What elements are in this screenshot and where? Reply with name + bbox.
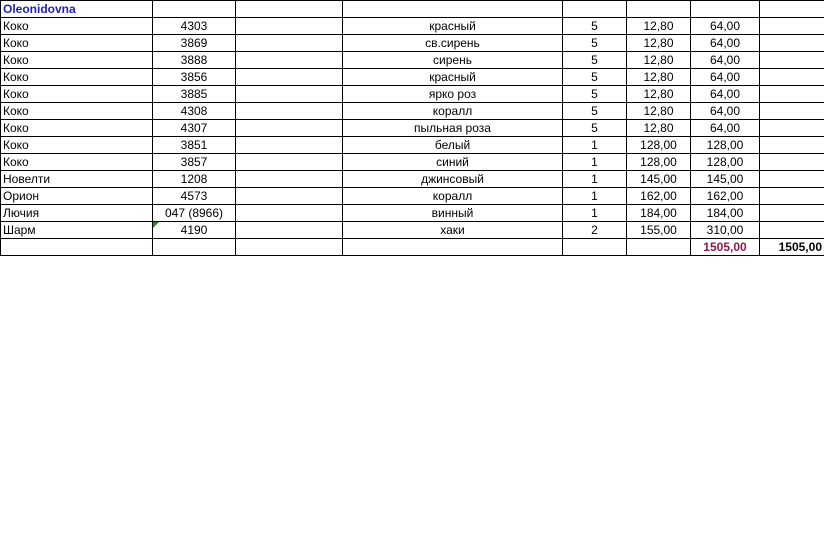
price-cell[interactable]: 12,80 — [627, 18, 691, 35]
color-cell[interactable]: коралл — [343, 103, 563, 120]
color-cell[interactable]: винный — [343, 205, 563, 222]
empty-cell[interactable] — [760, 69, 824, 86]
empty-cell[interactable] — [153, 1, 236, 18]
sum-total-cell[interactable]: 1505,00 — [691, 239, 760, 256]
table-row — [1, 35, 824, 52]
product-name-cell[interactable]: Коко — [1, 35, 153, 52]
sum-cell[interactable]: 128,00 — [691, 137, 760, 154]
empty-cell[interactable] — [236, 35, 343, 52]
table-row — [1, 222, 824, 239]
totals-row — [1, 239, 824, 256]
spreadsheet-table — [0, 0, 824, 256]
empty-cell[interactable] — [691, 1, 760, 18]
color-cell[interactable]: сирень — [343, 52, 563, 69]
empty-cell[interactable] — [760, 171, 824, 188]
article-code-cell[interactable]: 1208 — [153, 171, 236, 188]
empty-cell[interactable] — [760, 188, 824, 205]
price-cell[interactable]: 12,80 — [627, 69, 691, 86]
color-cell[interactable]: пыльная роза — [343, 120, 563, 137]
grand-total-cell[interactable]: 1505,00 — [760, 239, 824, 256]
quantity-cell[interactable]: 1 — [563, 188, 627, 205]
price-cell[interactable]: 12,80 — [627, 35, 691, 52]
article-code-cell[interactable]: 3856 — [153, 69, 236, 86]
table-row — [1, 120, 824, 137]
quantity-cell[interactable]: 1 — [563, 137, 627, 154]
article-code-cell[interactable]: 4303 — [153, 18, 236, 35]
article-code-cell[interactable]: 047 (8966) — [153, 205, 236, 222]
price-cell[interactable]: 12,80 — [627, 103, 691, 120]
empty-cell[interactable] — [236, 120, 343, 137]
empty-cell[interactable] — [236, 205, 343, 222]
table-row — [1, 52, 824, 69]
empty-cell[interactable] — [627, 1, 691, 18]
article-code-cell[interactable]: 4307 — [153, 120, 236, 137]
empty-cell[interactable] — [760, 86, 824, 103]
price-cell[interactable]: 12,80 — [627, 120, 691, 137]
color-cell[interactable]: белый — [343, 137, 563, 154]
quantity-cell[interactable]: 1 — [563, 205, 627, 222]
table-row — [1, 188, 824, 205]
empty-cell[interactable] — [1, 239, 153, 256]
empty-cell[interactable] — [760, 222, 824, 239]
article-code-cell[interactable]: 4308 — [153, 103, 236, 120]
empty-cell[interactable] — [236, 1, 343, 18]
quantity-cell[interactable]: 5 — [563, 69, 627, 86]
sum-cell[interactable]: 64,00 — [691, 120, 760, 137]
product-name-cell[interactable]: Орион — [1, 188, 153, 205]
table-row — [1, 103, 824, 120]
sum-cell[interactable]: 64,00 — [691, 18, 760, 35]
empty-cell[interactable] — [563, 239, 627, 256]
empty-cell[interactable] — [760, 52, 824, 69]
product-name-cell[interactable]: Коко — [1, 154, 153, 171]
spreadsheet-body — [1, 1, 824, 256]
color-cell[interactable]: красный — [343, 69, 563, 86]
article-code-cell[interactable]: 4573 — [153, 188, 236, 205]
price-cell[interactable]: 12,80 — [627, 52, 691, 69]
quantity-cell[interactable]: 5 — [563, 18, 627, 35]
table-row — [1, 86, 824, 103]
product-name-cell[interactable]: Коко — [1, 120, 153, 137]
quantity-cell[interactable]: 5 — [563, 103, 627, 120]
quantity-cell[interactable]: 5 — [563, 86, 627, 103]
sum-cell[interactable]: 310,00 — [691, 222, 760, 239]
color-cell[interactable]: коралл — [343, 188, 563, 205]
price-cell[interactable]: 155,00 — [627, 222, 691, 239]
empty-cell[interactable] — [760, 103, 824, 120]
empty-cell[interactable] — [760, 154, 824, 171]
empty-cell[interactable] — [343, 239, 563, 256]
product-name-cell[interactable]: Коко — [1, 86, 153, 103]
quantity-cell[interactable]: 1 — [563, 154, 627, 171]
empty-cell[interactable] — [627, 239, 691, 256]
price-cell[interactable]: 145,00 — [627, 171, 691, 188]
empty-cell[interactable] — [236, 18, 343, 35]
sum-cell[interactable]: 128,00 — [691, 154, 760, 171]
sum-cell[interactable]: 64,00 — [691, 52, 760, 69]
quantity-cell[interactable]: 1 — [563, 171, 627, 188]
empty-cell[interactable] — [563, 1, 627, 18]
sum-cell[interactable]: 64,00 — [691, 35, 760, 52]
table-row — [1, 18, 824, 35]
article-code-text: 4190 — [180, 223, 208, 237]
empty-cell[interactable] — [236, 171, 343, 188]
color-cell[interactable]: джинсовый — [343, 171, 563, 188]
color-cell[interactable]: синий — [343, 154, 563, 171]
product-name-cell[interactable]: Шарм — [1, 222, 153, 239]
table-row — [1, 205, 824, 222]
price-cell[interactable]: 184,00 — [627, 205, 691, 222]
quantity-cell[interactable]: 5 — [563, 52, 627, 69]
empty-cell[interactable] — [236, 69, 343, 86]
table-row — [1, 171, 824, 188]
empty-cell[interactable] — [236, 154, 343, 171]
empty-cell[interactable] — [236, 52, 343, 69]
empty-cell[interactable] — [236, 222, 343, 239]
product-name-cell[interactable]: Коко — [1, 52, 153, 69]
price-cell[interactable]: 128,00 — [627, 137, 691, 154]
article-code-cell[interactable]: 3851 — [153, 137, 236, 154]
product-name-cell[interactable]: Коко — [1, 69, 153, 86]
product-name-cell[interactable]: Коко — [1, 103, 153, 120]
empty-cell[interactable] — [760, 1, 824, 18]
empty-cell[interactable] — [236, 103, 343, 120]
empty-cell[interactable] — [343, 1, 563, 18]
empty-cell[interactable] — [236, 86, 343, 103]
color-cell[interactable]: красный — [343, 18, 563, 35]
article-code-cell[interactable] — [153, 222, 236, 239]
article-code-cell[interactable]: 3869 — [153, 35, 236, 52]
price-cell[interactable]: 12,80 — [627, 86, 691, 103]
empty-cell[interactable] — [153, 239, 236, 256]
empty-cell[interactable] — [236, 188, 343, 205]
header-row — [1, 1, 824, 18]
product-name-cell[interactable]: Лючия — [1, 205, 153, 222]
sum-cell[interactable]: 64,00 — [691, 86, 760, 103]
quantity-cell[interactable]: 5 — [563, 120, 627, 137]
article-code-cell[interactable]: 3888 — [153, 52, 236, 69]
color-cell[interactable]: ярко роз — [343, 86, 563, 103]
table-row — [1, 154, 824, 171]
price-cell[interactable]: 162,00 — [627, 188, 691, 205]
color-cell[interactable]: хаки — [343, 222, 563, 239]
empty-cell[interactable] — [760, 205, 824, 222]
product-name-cell[interactable]: Коко — [1, 137, 153, 154]
empty-cell[interactable] — [760, 120, 824, 137]
empty-cell[interactable] — [236, 239, 343, 256]
table-row — [1, 69, 824, 86]
sum-cell[interactable]: 162,00 — [691, 188, 760, 205]
price-cell[interactable]: 128,00 — [627, 154, 691, 171]
quantity-cell[interactable]: 2 — [563, 222, 627, 239]
product-name-cell[interactable]: Новелти — [1, 171, 153, 188]
empty-cell[interactable] — [760, 137, 824, 154]
comment-indicator-icon — [153, 222, 159, 228]
sum-cell[interactable]: 64,00 — [691, 69, 760, 86]
sum-cell[interactable]: 184,00 — [691, 205, 760, 222]
article-code-cell[interactable]: 3885 — [153, 86, 236, 103]
color-cell[interactable]: св.сирень — [343, 35, 563, 52]
article-code-cell[interactable]: 3857 — [153, 154, 236, 171]
sum-cell[interactable]: 64,00 — [691, 103, 760, 120]
empty-cell[interactable] — [760, 18, 824, 35]
empty-cell[interactable] — [760, 35, 824, 52]
product-name-cell[interactable]: Коко — [1, 18, 153, 35]
sheet-title-cell[interactable]: Oleonidovna — [1, 1, 153, 18]
table-row — [1, 137, 824, 154]
empty-cell[interactable] — [236, 137, 343, 154]
quantity-cell[interactable]: 5 — [563, 35, 627, 52]
sum-cell[interactable]: 145,00 — [691, 171, 760, 188]
